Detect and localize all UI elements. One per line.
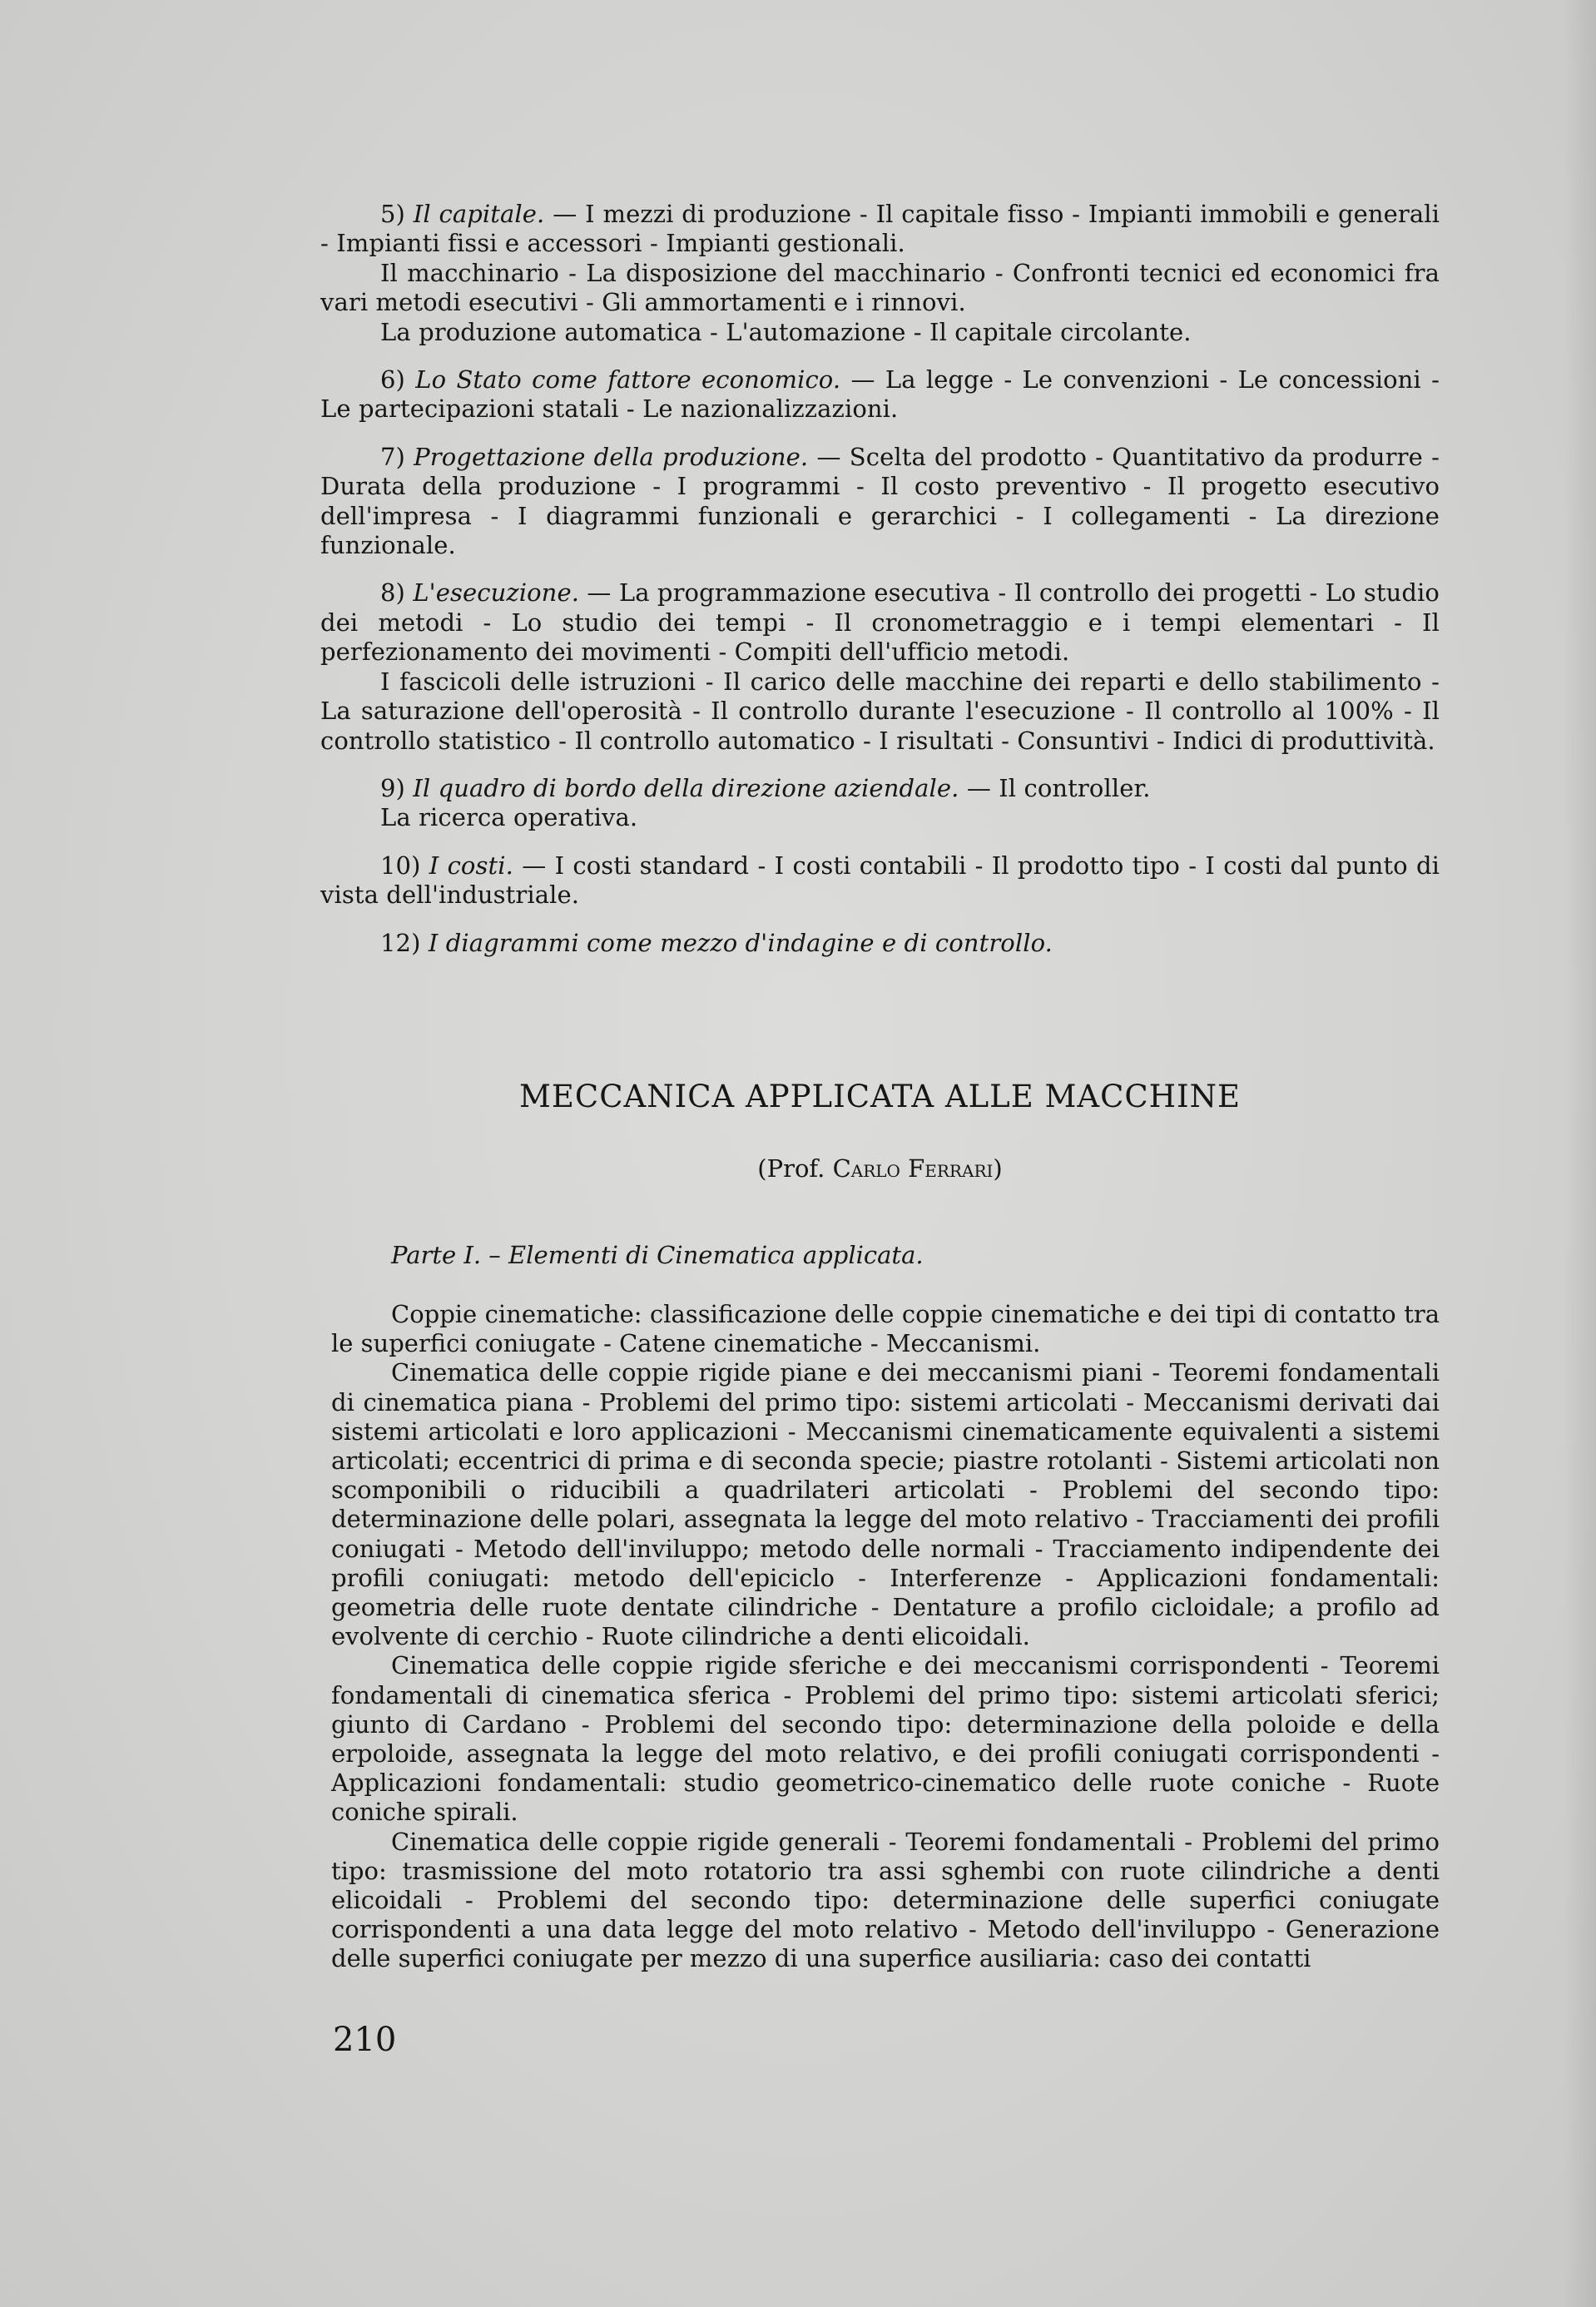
section-8 [320, 578, 1440, 755]
section-10-number: 10) [380, 851, 421, 880]
section-10-paragraph [320, 851, 1440, 910]
section-5-text-1: I mezzi di produzione - Il capitale fisso - Impianti immobili e generali - Impianti fissi e accessori - Impianti gestionali. [320, 200, 1440, 258]
section-8-text-1: La programmazione esecutiva - Il controllo dei progetti - Lo studio dei metodi - Lo studio dei tempi - Il cronometraggio e i tempi elementari - Il perfezionamento dei movimenti - Compiti dell'ufficio metodi. [320, 578, 1440, 667]
section-10-text: I costi standard - I costi contabili - Il prodotto tipo - I costi dal punto di vista dell'industriale. [320, 851, 1440, 910]
body-paragraph-4: Cinematica delle coppie rigide generali - Teoremi fondamentali - Problemi del primo tipo: trasmissione del moto rotatorio tra assi sghembi con ruote cilindriche a denti elicoidali - Problemi del secondo tipo: determinazione delle superfici coniugate corrispondenti a una data legge del moto relativo - Metodo dell'inviluppo - Generazione delle superfici coniugate per mezzo di una superfice ausiliaria: caso dei contatti [331, 1827, 1440, 1973]
section-5-text-2: Il macchinario - La disposizione del macchinario - Confronti tecnici ed economici fra vari metodi esecutivi - Gli ammortamenti e i rinnovi. [320, 258, 1440, 317]
section-12-number: 12) [380, 928, 421, 957]
section-5-heading: Il capitale. [413, 200, 545, 228]
section-8-first-paragraph [320, 578, 1440, 667]
section-6-paragraph [320, 365, 1440, 424]
section-10-heading: I costi. [429, 851, 513, 880]
professor-prefix: (Prof. [757, 1154, 825, 1183]
section-12-paragraph [320, 929, 1440, 958]
section-8-dash: — [587, 578, 612, 608]
section-10-dash: — [522, 851, 547, 880]
page-number: 210 [333, 2021, 397, 2059]
section-5-number: 5) [380, 200, 405, 228]
section-6-dash: — [850, 365, 875, 394]
professor-last-name: Ferrari [908, 1154, 994, 1183]
section-9-dash: — [966, 773, 991, 802]
section-9-number: 9) [380, 773, 405, 802]
part-heading: Parte I. – Elementi di Cinematica applicata. [391, 1241, 924, 1269]
body-paragraph-3: Cinematica delle coppie rigide sferiche e dei meccanismi corrispondenti - Teoremi fondamentali di cinematica sferica - Problemi del primo tipo: sistemi articolati sferici; giunto di Cardano - Problemi del secondo tipo: determinazione della poloide e della erpoloide, assegnata la legge del moto relativo, e dei profili coniugati corrispondenti - Applicazioni fondamentali: studio geometrico-cinematico delle ruote coniche - Ruote coniche spirali. [331, 1651, 1440, 1827]
section-7-heading: Progettazione della produzione. [414, 442, 809, 471]
section-9 [320, 774, 1440, 833]
section-6-heading: Lo Stato come fattore economico. [415, 365, 841, 394]
body-paragraph-2: Cinematica delle coppie rigide piane e dei meccanismi piani - Teoremi fondamentali di cinematica piana - Problemi del primo tipo: sistemi articolati - Meccanismi derivati dai sistemi articolati e loro applicazioni - Meccanismi cinematicamente equivalenti a sistemi articolati; eccentrici di prima e di seconda specie; piastre rotolanti - Sistemi articolati non scomponibili o riducibili a quadrilateri articolati - Problemi del secondo tipo: determinazione delle polari, assegnata la legge del moto relativo - Tracciamenti dei profili coniugati - Metodo dell'inviluppo; metodo delle normali - Tracciamento indipendente dei profili coniugati: metodo dell'epiciclo - Interferenze - Applicazioni fondamentali: geometria delle ruote dentate cilindriche - Dentature a profilo cicloidale; a profilo ad evolvente di cerchio - Ruote cilindriche a denti elicoidali. [331, 1358, 1440, 1651]
section-12-heading: I diagrammi come mezzo d'indagine e di controllo. [428, 928, 1053, 957]
section-6-number: 6) [380, 365, 405, 394]
section-8-heading: L'esecuzione. [413, 578, 580, 608]
section-6 [320, 365, 1440, 424]
section-10 [320, 851, 1440, 910]
section-9-paragraph [320, 774, 1440, 803]
section-7-text: Scelta del prodotto - Quantitativo da produrre - Durata della produzione - I programmi - Il costo preventivo - Il progetto esecutivo dell'impresa - I diagrammi funzionali e gerarchici - I collegamenti - La direzione funzionale. [320, 442, 1440, 560]
section-5-text-3: La produzione automatica - L'automazione - Il capitale circolante. [380, 317, 1192, 346]
section-5-dash: — [553, 200, 577, 228]
professor-first-name: Carlo [832, 1154, 900, 1183]
course-professor [320, 1154, 1440, 1183]
section-9-text-1: Il controller. [999, 773, 1151, 802]
section-7-paragraph [320, 443, 1440, 561]
section-9-text-2: La ricerca operativa. [380, 803, 638, 832]
syllabus-list [320, 200, 1440, 976]
course-body [331, 1300, 1440, 1974]
section-12 [320, 929, 1440, 958]
section-5 [320, 200, 1440, 347]
page-edge-shadow [1563, 0, 1596, 2307]
professor-suffix: ) [993, 1154, 1003, 1183]
course-title: MECCANICA APPLICATA ALLE MACCHINE [519, 1079, 1241, 1114]
section-7-dash: — [816, 442, 841, 471]
section-6-text: La legge - Le convenzioni - Le concessioni - Le partecipazioni statali - Le nazionalizzazioni. [320, 365, 1440, 424]
section-7-number: 7) [380, 442, 405, 471]
section-8-number: 8) [380, 578, 405, 608]
section-9-heading: Il quadro di bordo della direzione aziendale. [413, 773, 959, 802]
body-paragraph-1: Coppie cinematiche: classificazione delle coppie cinematiche e dei tipi di contatto tra le superfici coniugate - Catene cinematiche - Meccanismi. [331, 1300, 1440, 1358]
section-8-text-2: I fascicoli delle istruzioni - Il carico delle macchine dei reparti e dello stabilimento - La saturazione dell'operosità - Il controllo durante l'esecuzione - Il controllo al 100% - Il controllo statistico - Il controllo automatico - I risultati - Consuntivi - Indici di produttività. [320, 667, 1440, 755]
section-7 [320, 443, 1440, 561]
section-5-first-paragraph [320, 200, 1440, 259]
